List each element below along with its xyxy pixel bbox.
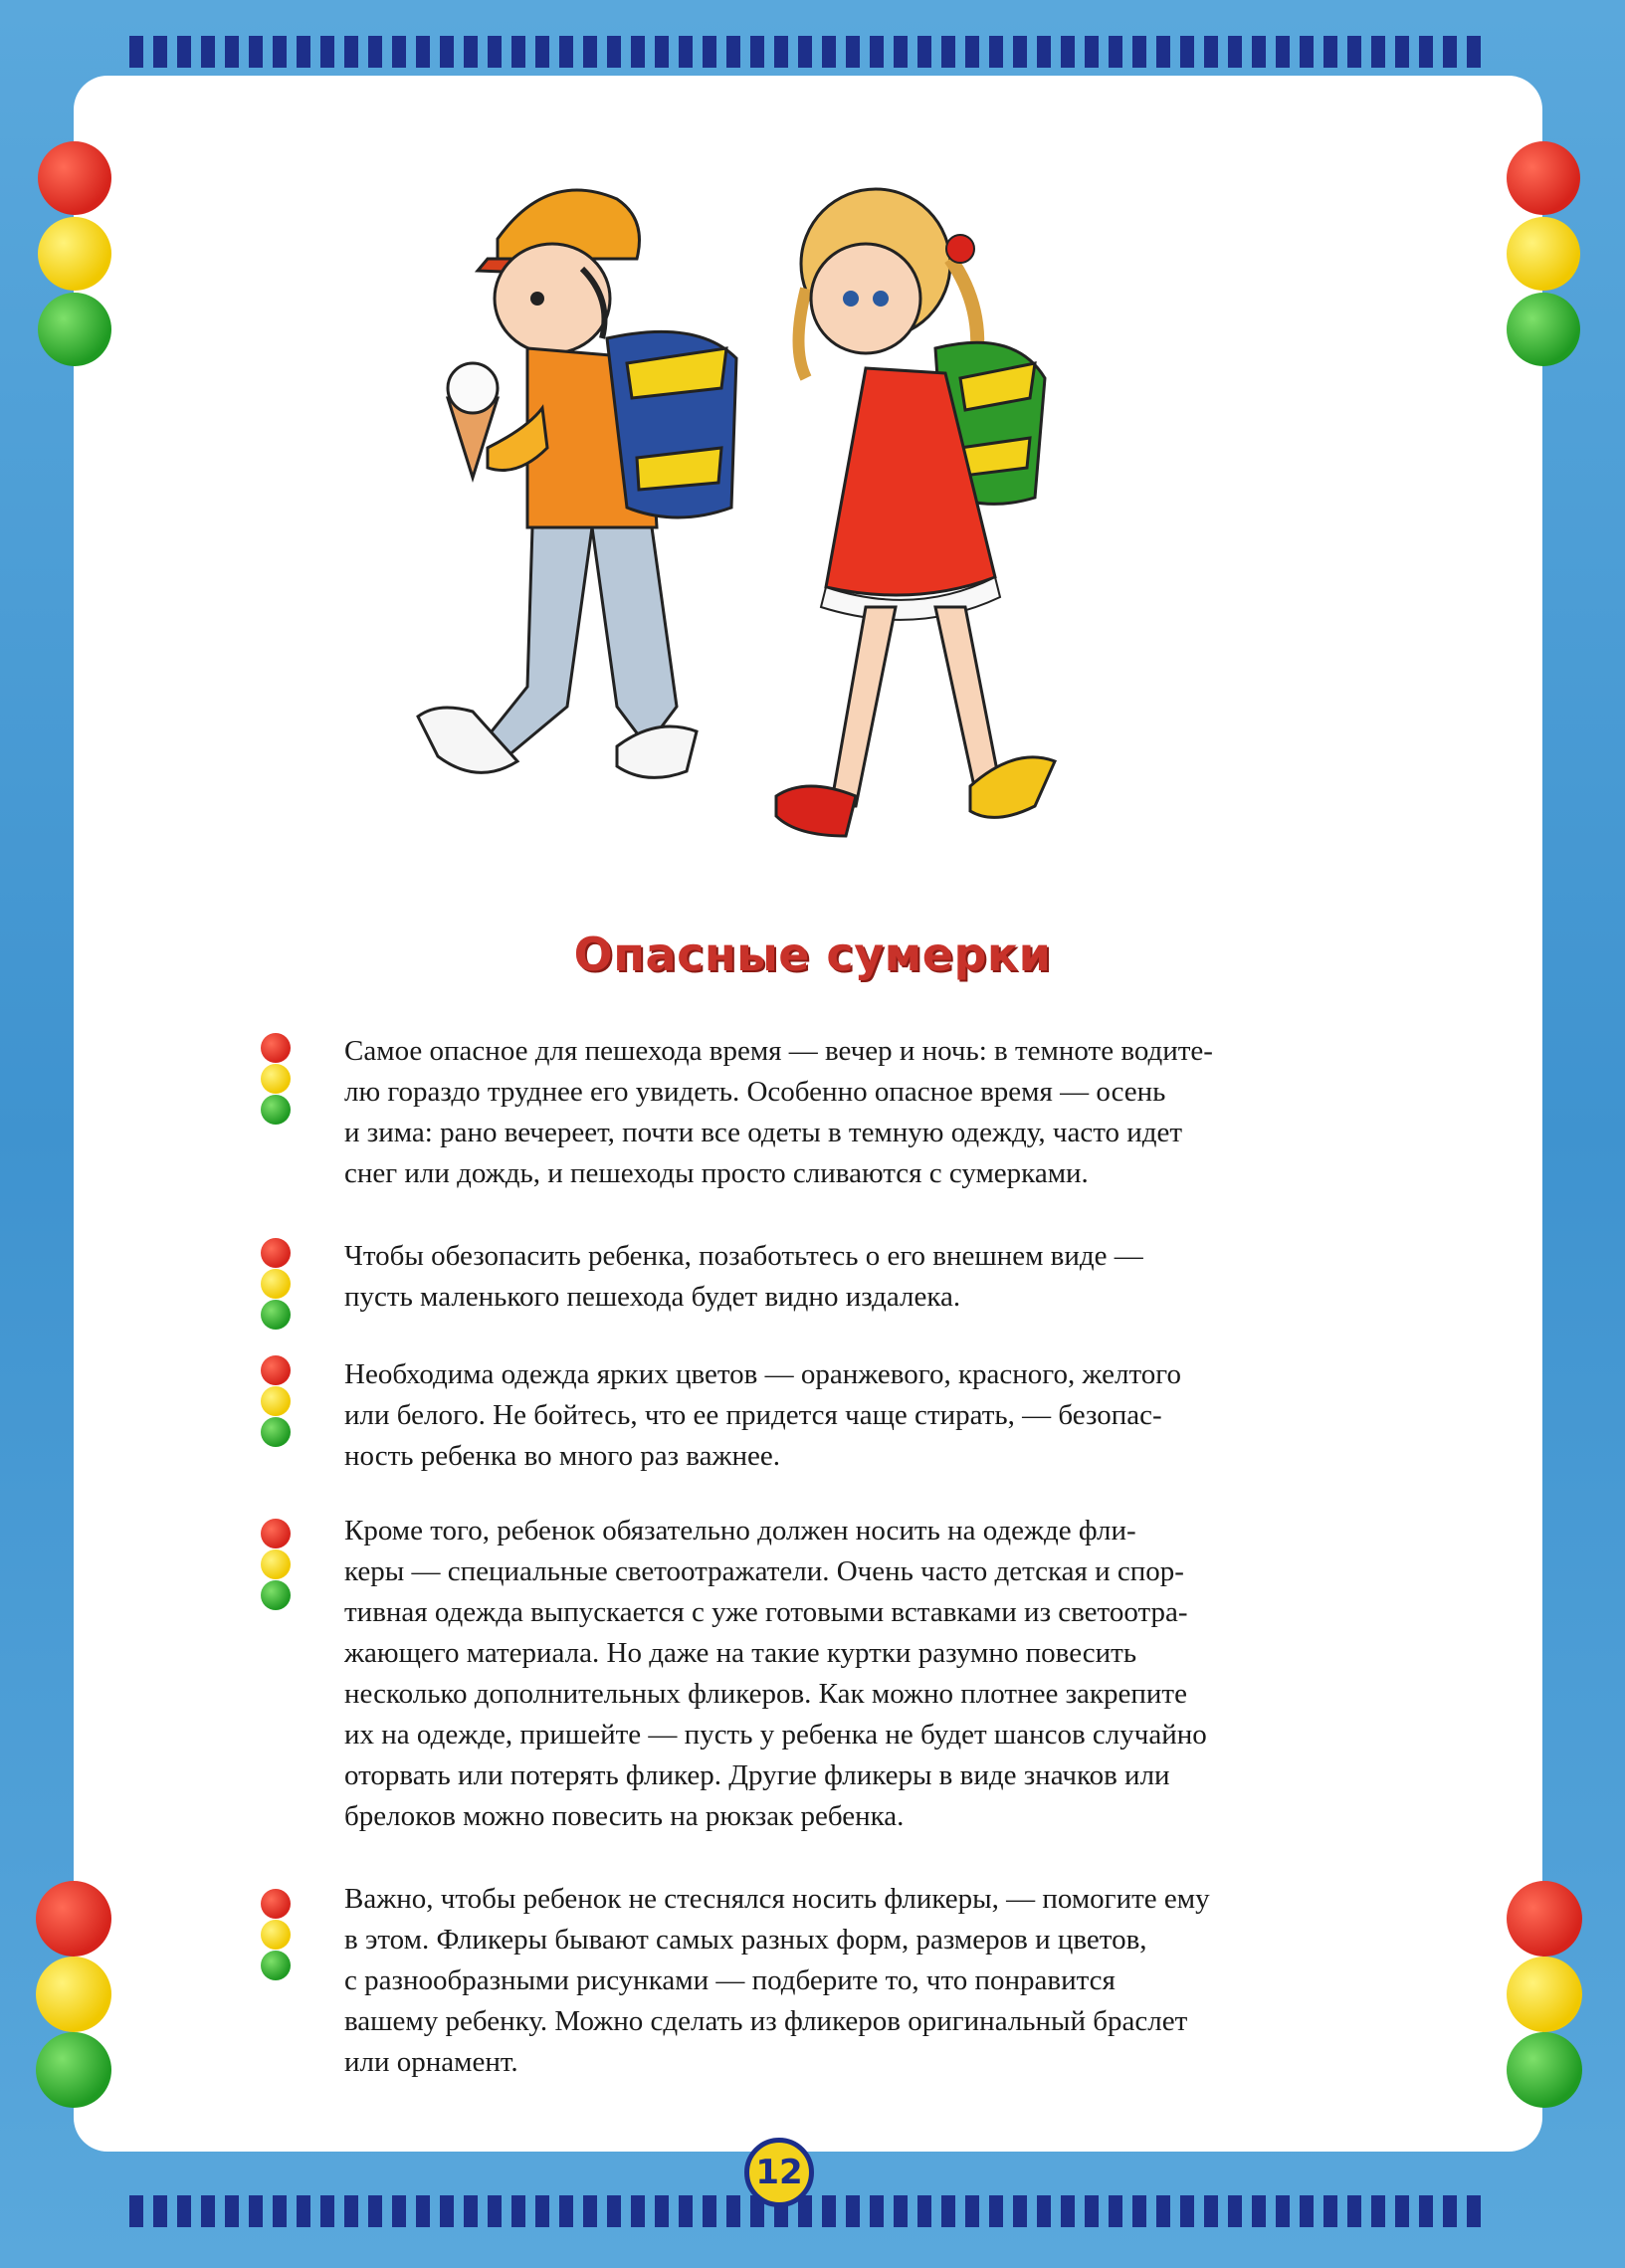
paragraph-line: брелоков можно повесить на рюкзак ребенка. <box>344 1800 905 1832</box>
paragraph-5 <box>344 1879 1331 2083</box>
paragraph-line: оторвать или потерять фликер. Другие фликеры в виде значков или <box>344 1759 1170 1791</box>
children-illustration <box>378 149 1204 906</box>
paragraph-line: тивная одежда выпускается с уже готовыми вставками из светоотра- <box>344 1596 1188 1628</box>
page-number-badge: 12 <box>744 2138 814 2207</box>
paragraph-line: жающего материала. Но даже на такие куртки разумно повесить <box>344 1637 1137 1669</box>
page-title: Опасные сумерки <box>573 928 1052 981</box>
bullet-traffic-light-icon <box>261 1889 291 1981</box>
paragraph-line: пусть маленького пешехода будет видно издалека. <box>344 1281 961 1313</box>
paragraph-line: или белого. Не бойтесь, что ее придется чаще стирать, — безопас- <box>344 1399 1162 1431</box>
paragraph-line: несколько дополнительных фликеров. Как можно плотнее закрепите <box>344 1678 1187 1710</box>
paragraph-line: и зима: рано вечереет, почти все одеты в темную одежду, часто идет <box>344 1117 1183 1148</box>
bullet-traffic-light-icon <box>261 1519 291 1611</box>
paragraph-line: керы — специальные светоотражатели. Очень часто детская и спор- <box>344 1555 1184 1587</box>
paragraph-line: или орнамент. <box>344 2046 518 2078</box>
paragraph-line: Кроме того, ребенок обязательно должен носить на одежде фли- <box>344 1515 1136 1546</box>
paragraph-line: Важно, чтобы ребенок не стеснялся носить фликеры, — помогите ему <box>344 1883 1210 1915</box>
paragraph-4 <box>344 1511 1331 1837</box>
paragraph-line: ность ребенка во много раз важнее. <box>344 1440 781 1472</box>
paragraph-3 <box>344 1354 1331 1477</box>
paragraph-line: снег или дождь, и пешеходы просто сливаются с сумерками. <box>344 1157 1089 1189</box>
paragraph-line: в этом. Фликеры бывают самых разных форм, размеров и цветов, <box>344 1924 1147 1956</box>
bullet-traffic-light-icon <box>261 1355 291 1448</box>
girl-with-backpack-icon <box>776 189 1055 836</box>
paragraph-line: вашему ребенку. Можно сделать из фликеров оригинальный браслет <box>344 2005 1188 2037</box>
paragraph-2 <box>344 1236 1331 1318</box>
top-dash-border <box>129 36 1483 68</box>
paragraph-line: лю гораздо труднее его увидеть. Особенно опасное время — осень <box>344 1076 1166 1108</box>
paragraph-line: Чтобы обезопасить ребенка, позаботьтесь о его внешнем виде — <box>344 1240 1143 1272</box>
paragraph-line: Самое опасное для пешехода время — вечер и ночь: в темноте водите- <box>344 1035 1213 1067</box>
bullet-traffic-light-icon <box>261 1238 291 1331</box>
bullet-traffic-light-icon <box>261 1033 291 1126</box>
paragraph-line: с разнообразными рисунками — подберите то, что понравится <box>344 1964 1116 1996</box>
bottom-dash-border <box>129 2195 1483 2227</box>
boy-with-backpack-icon <box>418 190 736 777</box>
paragraph-line: Необходима одежда ярких цветов — оранжевого, красного, желтого <box>344 1358 1181 1390</box>
paragraph-1 <box>344 1031 1331 1194</box>
paragraph-line: их на одежде, пришейте — пусть у ребенка не будет шансов случайно <box>344 1719 1207 1751</box>
